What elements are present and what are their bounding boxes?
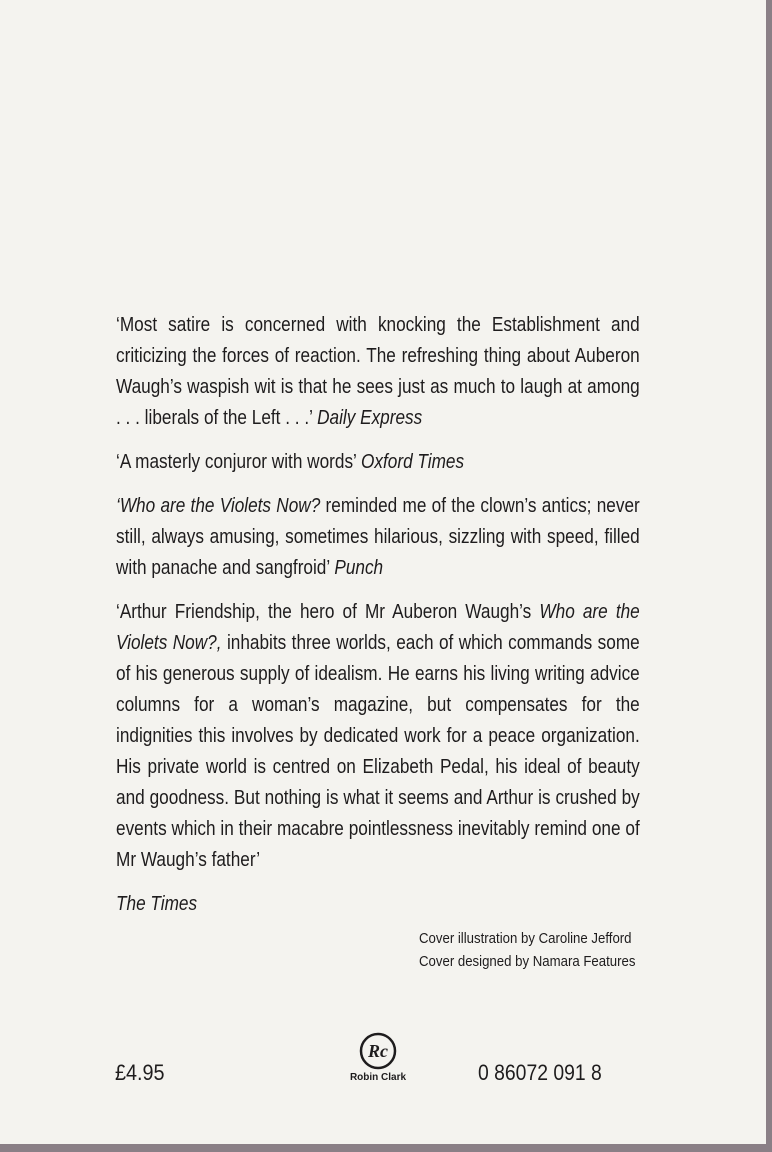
quote-text: ‘A masterly conjuror with words’ [116, 451, 357, 473]
cover-credits [419, 927, 635, 973]
quote-text: reminded me of the clown’s antics; never still, always amusing, sometimes hilarious, sizzling with speed, filled with panache and sangfroid’ [116, 495, 640, 579]
blurb [116, 310, 640, 933]
price: £4.95 [115, 1060, 165, 1085]
quote-the-times [116, 597, 640, 876]
quote-source: The Times [116, 893, 198, 915]
quote-punch [116, 491, 640, 584]
publisher-emblem-icon [359, 1032, 397, 1070]
svg-text:Rc: Rc [368, 1041, 388, 1061]
quote-source: Punch [334, 557, 384, 579]
quote-text: ‘Arthur Friendship, the hero of Mr Auberon Waugh’s [116, 601, 540, 623]
quote-text: ‘Most satire is concerned with knocking the Establishment and criticizing the forces of reaction. The refreshing thing about Auberon Waugh’s waspish wit is that he sees just as much to laugh at among . . . liberals of the Left . . .’ [116, 314, 640, 429]
isbn: 0 86072 091 8 [478, 1060, 602, 1085]
publisher-name: Robin Clark [349, 1072, 407, 1083]
quote-oxford-times [116, 447, 640, 478]
quote-text: inhabits three worlds, each of which commands some of his generous supply of idealism. He earns his living writing advice columns for a woman’s magazine, but compensates for the indignities this involves by dedicated work for a peace organization. His private world is centred on Elizabeth Pedal, his ideal of beauty and goodness. But nothing is what it seems and Arthur is crushed by events which in their macabre pointlessness inevitably remind one of Mr Waugh’s father’ [116, 632, 640, 871]
book-title: ‘Who are the Violets Now? [116, 495, 321, 517]
quote-source: Daily Express [317, 407, 423, 429]
illustration-credit: Cover illustration by Caroline Jefford [419, 930, 632, 947]
design-credit: Cover designed by Namara Features [419, 953, 636, 970]
publisher-logo [346, 1032, 410, 1083]
quote-source: Oxford Times [361, 451, 465, 473]
quote-daily-express [116, 310, 640, 434]
book-title: Who are the Violets Now?, [116, 601, 640, 654]
